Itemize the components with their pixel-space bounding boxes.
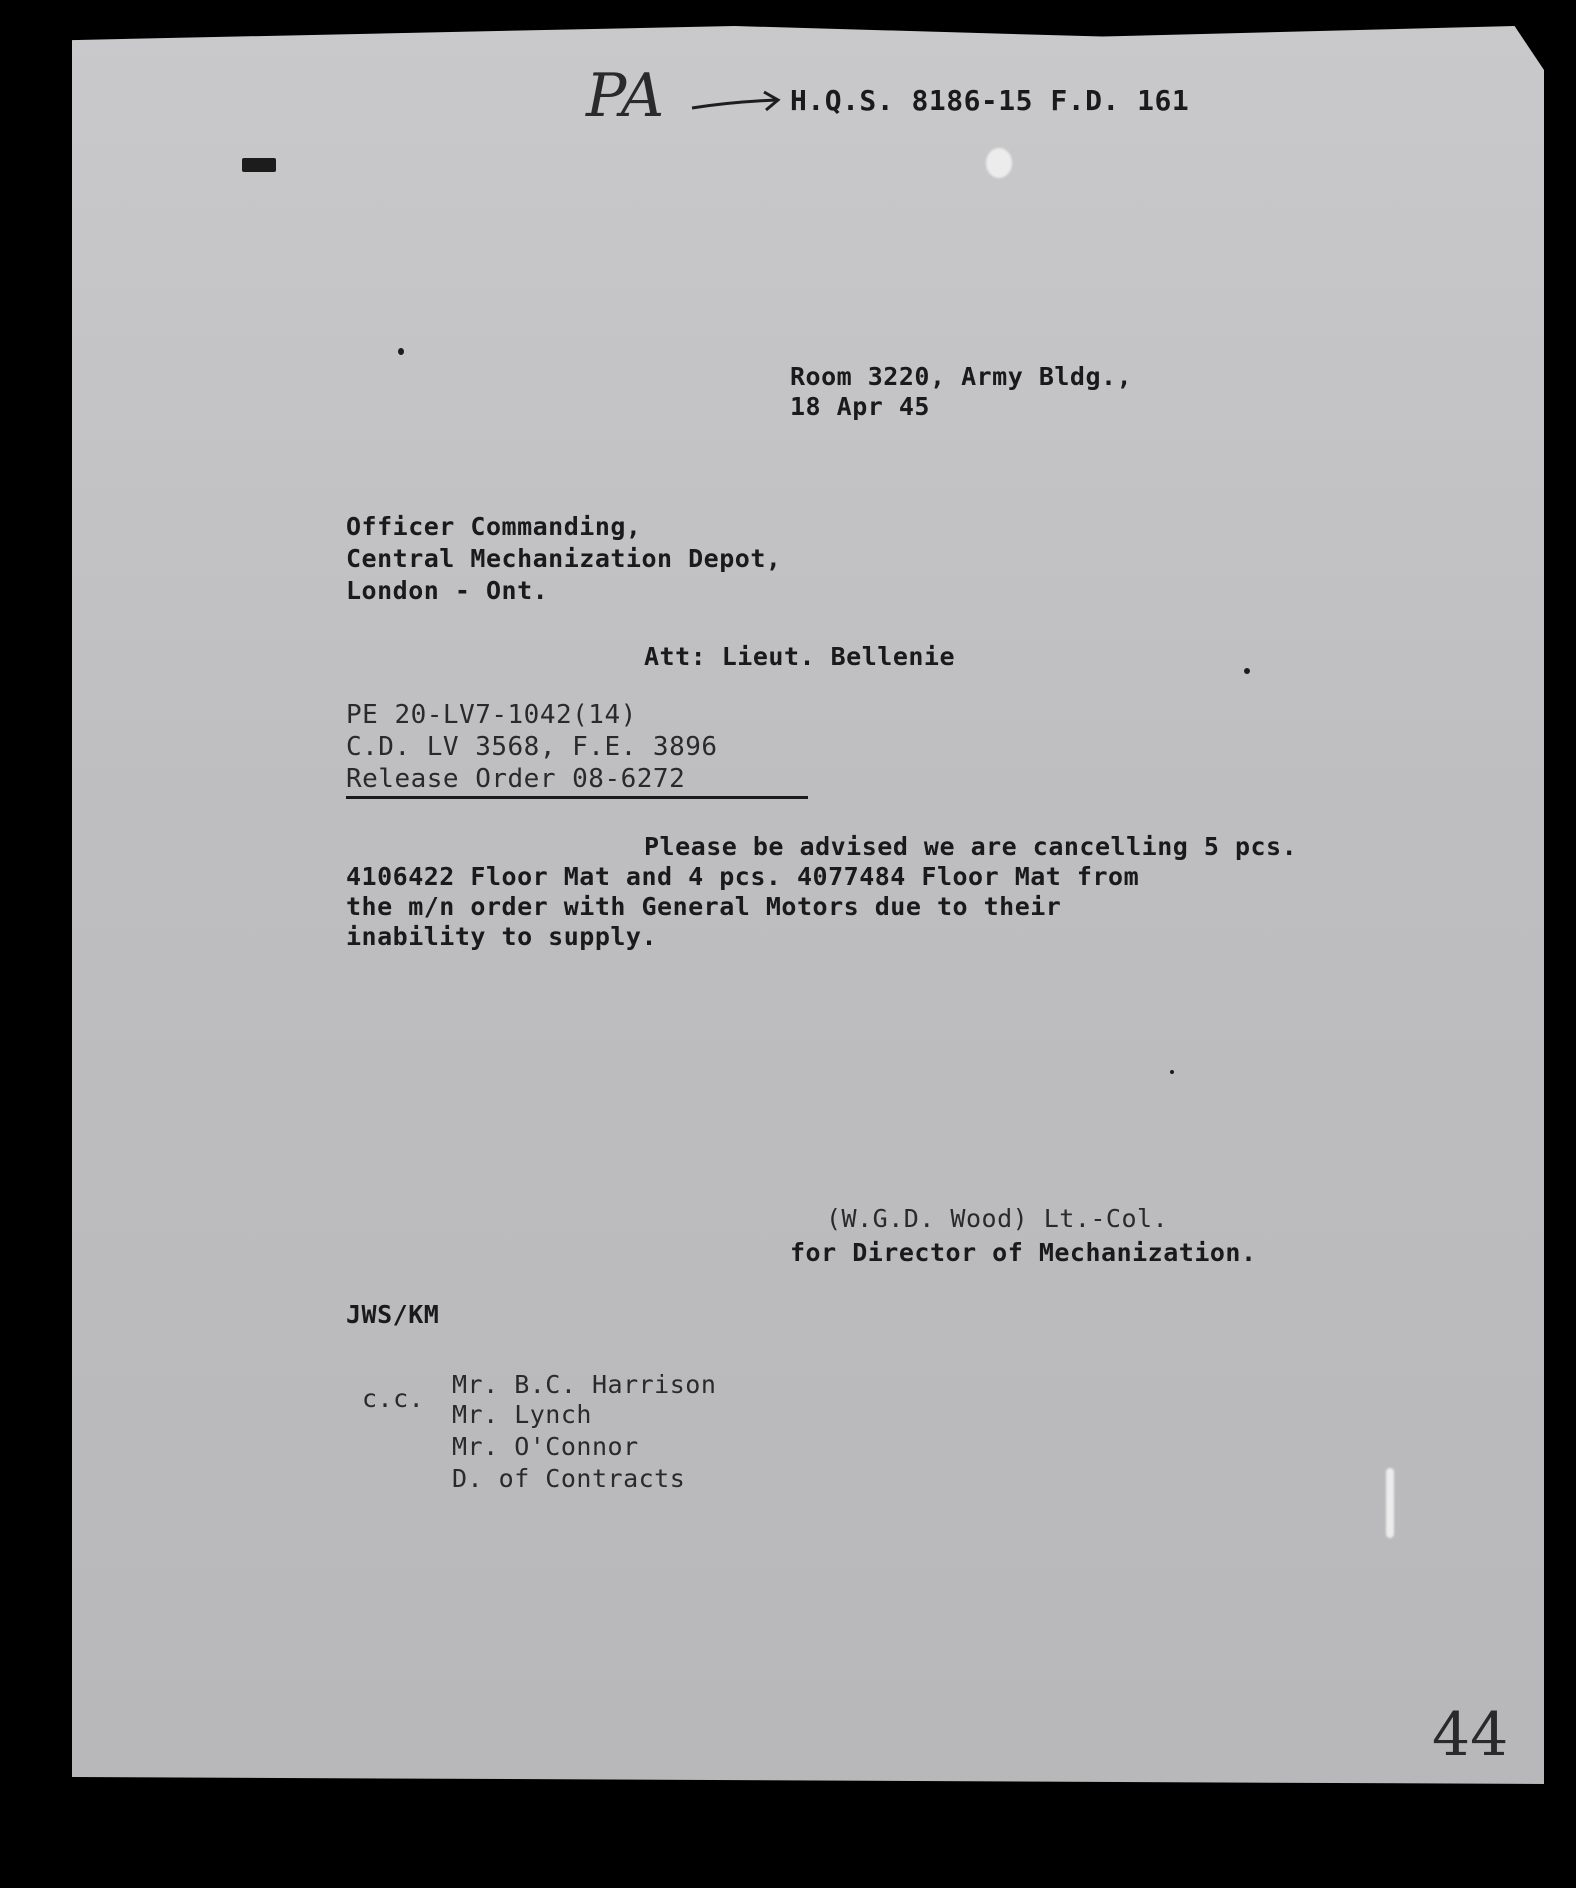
recipient-line: London - Ont. xyxy=(346,576,549,605)
reference-line: PE 20-LV7-1042(14) xyxy=(346,700,637,730)
ink-speck xyxy=(1244,668,1250,674)
paper-blemish xyxy=(1386,1468,1394,1538)
body-line: inability to supply. xyxy=(346,922,658,951)
cc-recipient: Mr. Lynch xyxy=(452,1400,592,1429)
cc-recipient: D. of Contracts xyxy=(452,1464,686,1493)
signature-name: (W.G.D. Wood) Lt.-Col. xyxy=(826,1204,1169,1233)
body-line: Please be advised we are cancelling 5 pcs. xyxy=(644,832,1298,861)
letter-date: 18 Apr 45 xyxy=(790,392,930,421)
body-line: 4106422 Floor Mat and 4 pcs. 4077484 Floor Mat from xyxy=(346,862,1140,891)
release-order-line: Release Order 08-6272 xyxy=(346,764,808,799)
cc-recipient: Mr. B.C. Harrison xyxy=(452,1370,717,1399)
file-reference: H.Q.S. 8186-15 F.D. 161 xyxy=(790,84,1190,117)
typist-initials: JWS/KM xyxy=(346,1300,440,1329)
sender-address: Room 3220, Army Bldg., xyxy=(790,362,1133,391)
page-number: 44 xyxy=(1432,1700,1509,1770)
paper-blemish xyxy=(986,148,1012,178)
recipient-line: Central Mechanization Depot, xyxy=(346,544,782,573)
ink-mark xyxy=(242,158,276,172)
body-line: the m/n order with General Motors due to their xyxy=(346,892,1062,921)
recipient-line: Officer Commanding, xyxy=(346,512,642,541)
signature-title: for Director of Mechanization. xyxy=(790,1238,1257,1267)
handwritten-initials: PA xyxy=(586,61,665,131)
reference-line: C.D. LV 3568, F.E. 3896 xyxy=(346,732,718,762)
attention-line: Att: Lieut. Bellenie xyxy=(644,642,956,671)
cc-recipient: Mr. O'Connor xyxy=(452,1432,639,1461)
ink-speck xyxy=(398,348,404,355)
arrow-icon xyxy=(690,88,782,118)
cc-prefix: c.c. xyxy=(362,1384,425,1413)
ink-speck xyxy=(1170,1070,1174,1074)
